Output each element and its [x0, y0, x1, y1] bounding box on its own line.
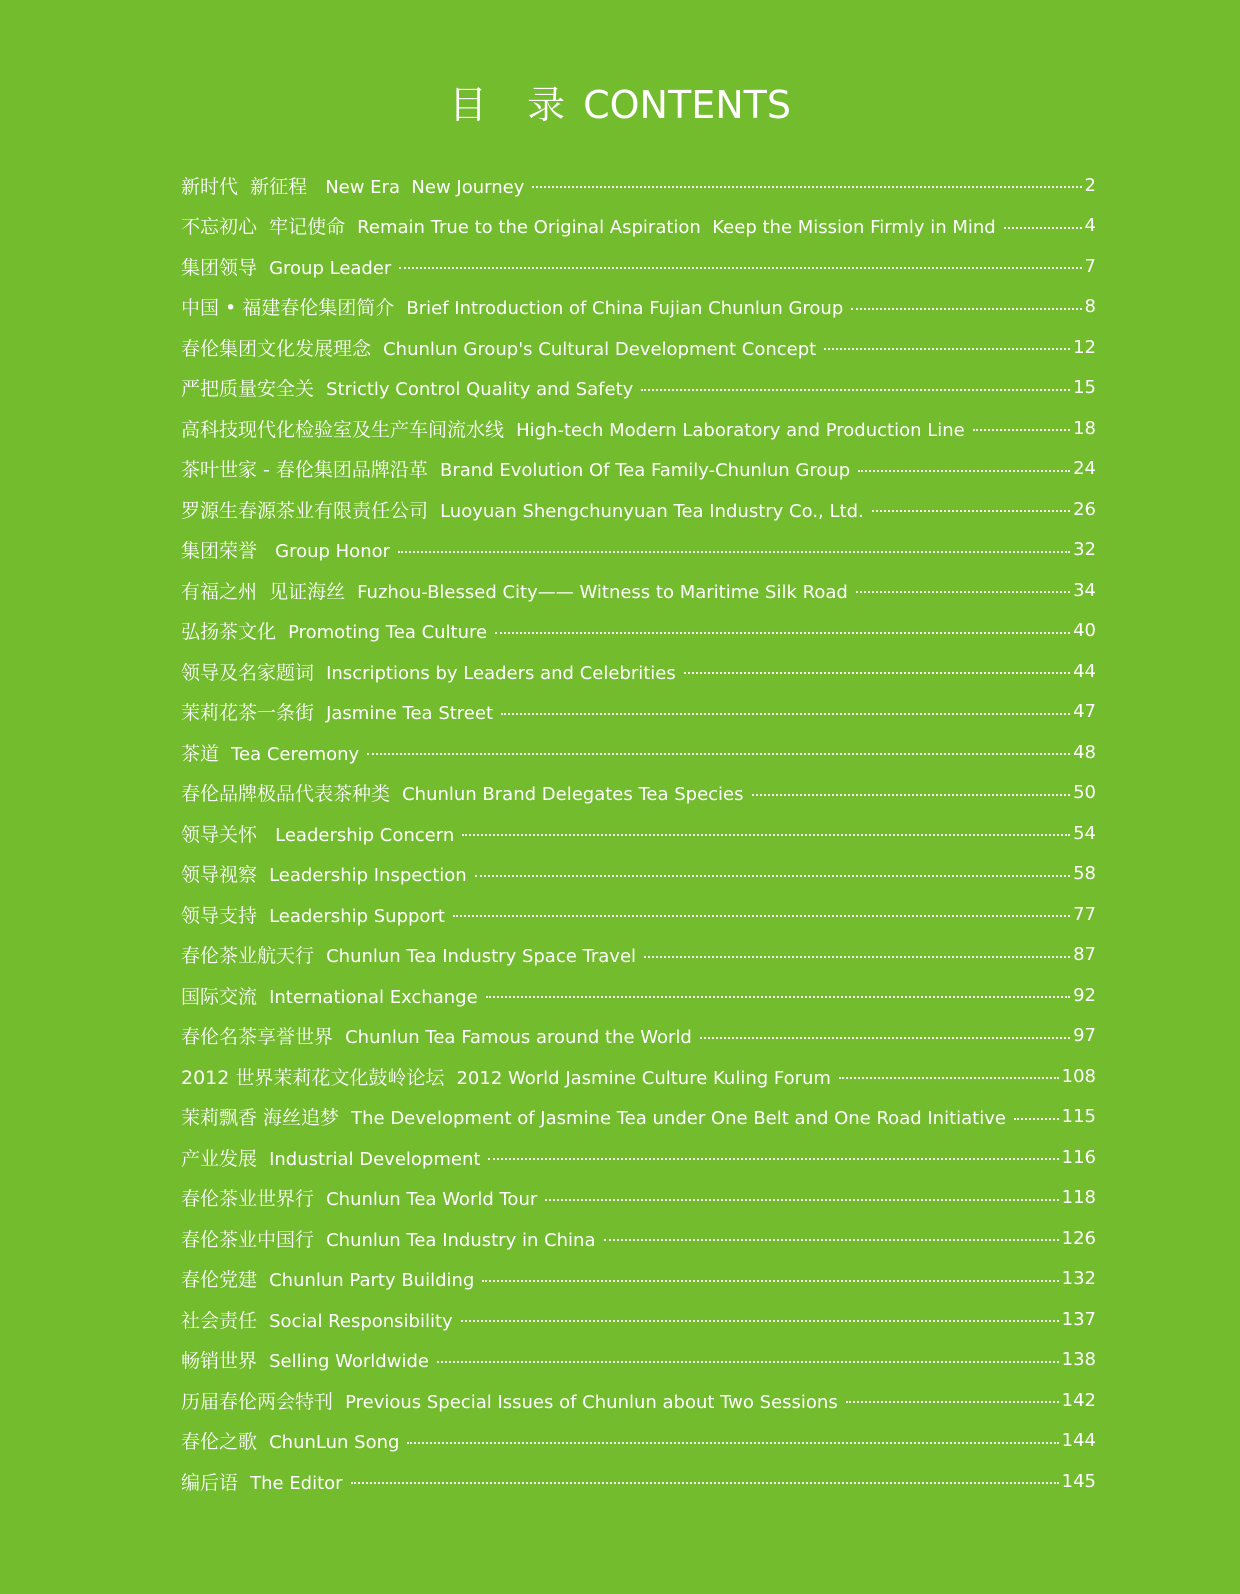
toc-entry[interactable]	[181, 854, 1096, 895]
toc-entry-title-en: International Exchange	[269, 986, 478, 1008]
toc-entry-title	[181, 779, 744, 806]
toc-entry-page-number: 137	[1061, 1308, 1096, 1330]
table-of-contents	[181, 165, 1096, 1502]
toc-entry-title-en: Previous Special Issues of Chunlun about Two Sessions	[345, 1391, 838, 1413]
dotted-leader	[461, 1320, 1059, 1322]
toc-entry-title-zh: 历届春伦两会特刊	[181, 1390, 346, 1413]
toc-entry-title	[181, 1427, 399, 1454]
dotted-leader	[351, 1482, 1059, 1484]
toc-entry-title-en: Industrial Development	[269, 1148, 481, 1170]
toc-entry-title-en: Selling Worldwide	[269, 1351, 429, 1373]
dotted-leader	[488, 1158, 1058, 1160]
toc-entry-title	[181, 860, 467, 887]
toc-entry-title-en: Promoting Tea Culture	[288, 622, 488, 644]
toc-entry-title-en: Fuzhou-Blessed City—— Witness to Maritime Silk Road	[357, 581, 848, 603]
dotted-leader	[700, 1037, 1070, 1039]
dotted-leader	[501, 713, 1070, 715]
toc-entry-title	[181, 1387, 838, 1414]
toc-entry-title-zh: 领导支持	[181, 904, 270, 927]
toc-entry[interactable]	[181, 651, 1096, 692]
dotted-leader	[851, 308, 1081, 310]
toc-entry-title-en: Social Responsibility	[269, 1310, 453, 1332]
toc-entry[interactable]	[181, 246, 1096, 287]
toc-entry[interactable]	[181, 1421, 1096, 1462]
dotted-leader	[495, 632, 1070, 634]
toc-entry-title-zh: 领导视察	[181, 864, 270, 887]
toc-entry-title-zh: 领导关怀	[181, 823, 276, 846]
dotted-leader	[846, 1401, 1059, 1403]
toc-entry[interactable]	[181, 732, 1096, 773]
toc-entry-title	[181, 698, 493, 725]
toc-entry-title	[181, 1265, 474, 1292]
toc-entry-page-number: 32	[1073, 539, 1096, 561]
toc-entry[interactable]	[181, 1218, 1096, 1259]
dotted-leader	[856, 591, 1070, 593]
toc-entry-title-zh: 高科技现代化检验室及生产车间流水线	[181, 418, 517, 441]
toc-entry-title-en: Leadership Concern	[275, 824, 455, 846]
toc-entry-title-en: Inscriptions by Leaders and Celebrities	[326, 662, 676, 684]
dotted-leader	[399, 267, 1081, 269]
toc-entry-title	[181, 820, 454, 847]
dotted-leader	[437, 1361, 1059, 1363]
toc-entry[interactable]	[181, 449, 1096, 490]
toc-entry-page-number: 118	[1061, 1187, 1096, 1209]
toc-entry-title	[181, 496, 864, 523]
toc-entry-title	[181, 455, 850, 482]
toc-entry-title-zh: 有福之州 见证海丝	[181, 580, 358, 603]
dotted-leader	[462, 834, 1070, 836]
toc-entry-title-zh: 产业发展	[181, 1147, 270, 1170]
toc-entry-title	[181, 1225, 596, 1252]
dotted-leader	[824, 348, 1070, 350]
toc-entry-title	[181, 212, 996, 239]
toc-entry-title-zh: 茉莉飘香 海丝追梦	[181, 1107, 352, 1130]
toc-entry-page-number: 2	[1084, 174, 1096, 196]
dotted-leader	[486, 996, 1070, 998]
toc-entry-page-number: 8	[1084, 296, 1096, 318]
dotted-leader	[872, 510, 1070, 512]
toc-entry-page-number: 87	[1073, 944, 1096, 966]
toc-entry-title-zh: 春伦茶业航天行	[181, 945, 327, 968]
toc-entry-title-zh: 春伦名茶享誉世界	[181, 1026, 346, 1049]
page-title	[0, 80, 1240, 130]
toc-entry-title-zh: 编后语	[181, 1471, 251, 1494]
toc-entry-title-zh: 中国 • 福建春伦集团简介	[181, 297, 407, 320]
toc-entry-title-en: Strictly Control Quality and Safety	[326, 379, 634, 401]
toc-entry-title-zh: 集团荣誉	[181, 540, 276, 563]
toc-entry-title	[181, 1022, 692, 1049]
toc-entry-page-number: 132	[1061, 1268, 1096, 1290]
toc-entry-page-number: 4	[1084, 215, 1096, 237]
toc-entry-page-number: 58	[1073, 863, 1096, 885]
toc-entry-title-en: New Era New Journey	[325, 176, 525, 198]
toc-entry-title-zh: 新时代 新征程	[181, 175, 326, 198]
dotted-leader	[1014, 1118, 1059, 1120]
toc-entry-title-zh: 罗源生春源茶业有限责任公司	[181, 499, 441, 522]
toc-entry-title-en: Tea Ceremony	[231, 743, 360, 765]
toc-entry-page-number: 12	[1073, 336, 1096, 358]
toc-entry-title	[181, 901, 445, 928]
toc-entry-page-number: 138	[1061, 1349, 1096, 1371]
toc-entry-title	[181, 1346, 429, 1373]
page-title-zh: 目 录	[449, 83, 580, 127]
toc-entry-title-en: Brief Introduction of China Fujian Chunlun Group	[406, 298, 844, 320]
dotted-leader	[453, 915, 1070, 917]
dotted-leader	[398, 551, 1070, 553]
toc-entry-title	[181, 1306, 453, 1333]
toc-entry-title-en: Leadership Inspection	[269, 865, 467, 887]
toc-entry-title	[181, 617, 487, 644]
toc-entry-title-zh: 严把质量安全关	[181, 378, 327, 401]
dotted-leader	[858, 470, 1070, 472]
toc-entry-page-number: 97	[1073, 1025, 1096, 1047]
toc-entry-title	[181, 536, 390, 563]
dotted-leader	[641, 389, 1070, 391]
toc-entry-title	[181, 374, 633, 401]
toc-entry[interactable]	[181, 1097, 1096, 1138]
toc-entry-title	[181, 253, 391, 280]
toc-entry-title	[181, 739, 359, 766]
dotted-leader	[684, 672, 1070, 674]
toc-entry[interactable]	[181, 530, 1096, 571]
toc-entry-page-number: 50	[1073, 782, 1096, 804]
toc-entry-title-en: Group Leader	[269, 257, 392, 279]
toc-entry-title-zh: 畅销世界	[181, 1350, 270, 1373]
dotted-leader	[532, 186, 1081, 188]
toc-entry-title-en: Chunlun Group's Cultural Development Concept	[383, 338, 817, 360]
toc-entry[interactable]	[181, 692, 1096, 733]
page-title-en: CONTENTS	[583, 83, 791, 127]
toc-entry[interactable]	[181, 1137, 1096, 1178]
toc-entry[interactable]	[181, 327, 1096, 368]
toc-entry-title-zh: 茉莉花茶一条街	[181, 702, 327, 725]
toc-entry-title-zh: 茶叶世家 - 春伦集团品牌沿革	[181, 459, 441, 482]
toc-entry-title-en: 2012 World Jasmine Culture Kuling Forum	[456, 1067, 831, 1089]
toc-entry-page-number: 15	[1073, 377, 1096, 399]
dotted-leader	[644, 956, 1070, 958]
toc-entry[interactable]	[181, 1016, 1096, 1057]
toc-entry[interactable]	[181, 1380, 1096, 1421]
toc-entry[interactable]	[181, 368, 1096, 409]
toc-entry-title-en: Chunlun Tea Industry in China	[326, 1229, 596, 1251]
toc-entry-page-number: 54	[1073, 822, 1096, 844]
toc-entry-page-number: 142	[1061, 1389, 1096, 1411]
toc-entry[interactable]	[181, 935, 1096, 976]
toc-entry-page-number: 145	[1061, 1470, 1096, 1492]
dotted-leader	[407, 1442, 1058, 1444]
toc-entry-title-en: Jasmine Tea Street	[326, 703, 494, 725]
toc-entry-title-zh: 弘扬茶文化	[181, 621, 289, 644]
toc-entry-title-zh: 集团领导	[181, 256, 270, 279]
toc-entry-title-en: Leadership Support	[269, 905, 445, 927]
toc-entry-title-zh: 茶道	[181, 742, 232, 765]
toc-entry-title-zh: 国际交流	[181, 985, 270, 1008]
dotted-leader	[367, 753, 1070, 755]
toc-entry[interactable]	[181, 206, 1096, 247]
toc-entry[interactable]	[181, 1340, 1096, 1381]
toc-entry-page-number: 116	[1061, 1146, 1096, 1168]
toc-entry-title-en: High-tech Modern Laboratory and Production Line	[516, 419, 965, 441]
toc-entry-title-en: Chunlun Party Building	[269, 1270, 475, 1292]
toc-entry-page-number: 92	[1073, 984, 1096, 1006]
toc-entry-title-zh: 春伦党建	[181, 1269, 270, 1292]
toc-entry-page-number: 34	[1073, 579, 1096, 601]
toc-entry-title-en: Chunlun Tea Industry Space Travel	[326, 946, 637, 968]
toc-entry-title	[181, 293, 843, 320]
toc-entry-title-en: Chunlun Tea World Tour	[326, 1189, 538, 1211]
toc-entry[interactable]	[181, 1299, 1096, 1340]
toc-entry-page-number: 108	[1061, 1065, 1096, 1087]
toc-entry-title-zh: 领导及名家题词	[181, 661, 327, 684]
toc-entry-page-number: 47	[1073, 701, 1096, 723]
toc-entry-title-en: Luoyuan Shengchunyuan Tea Industry Co., Ltd.	[440, 500, 864, 522]
toc-entry-page-number: 7	[1084, 255, 1096, 277]
toc-entry-page-number: 18	[1073, 417, 1096, 439]
toc-entry-title-en: The Development of Jasmine Tea under One Belt and One Road Initiative	[351, 1108, 1006, 1130]
toc-entry-title	[181, 1103, 1006, 1130]
toc-entry-page-number: 26	[1073, 498, 1096, 520]
toc-entry-page-number: 24	[1073, 458, 1096, 480]
toc-entry-title	[181, 658, 676, 685]
toc-entry[interactable]	[181, 408, 1096, 449]
toc-entry-title	[181, 1144, 480, 1171]
toc-entry-page-number: 144	[1061, 1430, 1096, 1452]
toc-entry-title-zh: 春伦集团文化发展理念	[181, 337, 384, 360]
toc-entry-page-number: 44	[1073, 660, 1096, 682]
toc-entry[interactable]	[181, 894, 1096, 935]
toc-entry-title	[181, 982, 478, 1009]
toc-entry[interactable]	[181, 1056, 1096, 1097]
dotted-leader	[752, 794, 1071, 796]
toc-entry-title-zh: 2012 世界茉莉花文化鼓岭论坛	[181, 1066, 457, 1089]
toc-entry[interactable]	[181, 611, 1096, 652]
toc-entry-title-en: Chunlun Tea Famous around the World	[345, 1027, 692, 1049]
toc-entry[interactable]	[181, 1461, 1096, 1502]
toc-entry-title-zh: 春伦茶业中国行	[181, 1228, 327, 1251]
toc-entry-title	[181, 334, 816, 361]
toc-entry-page-number: 40	[1073, 620, 1096, 642]
toc-entry-title-zh: 春伦之歌	[181, 1431, 270, 1454]
dotted-leader	[482, 1280, 1058, 1282]
toc-entry-title-zh: 社会责任	[181, 1309, 270, 1332]
toc-entry-title	[181, 1063, 831, 1090]
toc-entry-title-zh: 春伦茶业世界行	[181, 1188, 327, 1211]
toc-entry-title-en: Group Honor	[275, 541, 391, 563]
toc-entry-page-number: 115	[1061, 1106, 1096, 1128]
toc-entry-title	[181, 1184, 537, 1211]
toc-entry[interactable]	[181, 975, 1096, 1016]
toc-entry[interactable]	[181, 1178, 1096, 1219]
dotted-leader	[604, 1239, 1059, 1241]
toc-entry[interactable]	[181, 1259, 1096, 1300]
toc-entry-page-number: 77	[1073, 903, 1096, 925]
toc-entry-title-en: Remain True to the Original Aspiration Keep the Mission Firmly in Mind	[357, 217, 996, 239]
toc-entry[interactable]	[181, 813, 1096, 854]
toc-entry[interactable]	[181, 489, 1096, 530]
dotted-leader	[1004, 227, 1082, 229]
toc-entry-title	[181, 577, 848, 604]
dotted-leader	[545, 1199, 1058, 1201]
toc-entry-title-en: The Editor	[250, 1472, 343, 1494]
toc-entry-title-en: Brand Evolution Of Tea Family-Chunlun Group	[440, 460, 851, 482]
toc-entry-title-zh: 春伦品牌极品代表茶种类	[181, 783, 403, 806]
toc-entry-title-en: ChunLun Song	[269, 1432, 400, 1454]
toc-entry[interactable]	[181, 287, 1096, 328]
dotted-leader	[973, 429, 1070, 431]
toc-entry-title	[181, 172, 524, 199]
toc-entry-page-number: 126	[1061, 1227, 1096, 1249]
toc-entry[interactable]	[181, 773, 1096, 814]
toc-entry-title	[181, 941, 636, 968]
dotted-leader	[475, 875, 1070, 877]
toc-entry-title	[181, 415, 965, 442]
dotted-leader	[839, 1077, 1059, 1079]
toc-entry-title	[181, 1468, 343, 1495]
toc-entry[interactable]	[181, 165, 1096, 206]
toc-entry-title-zh: 不忘初心 牢记使命	[181, 216, 358, 239]
toc-entry[interactable]	[181, 570, 1096, 611]
toc-entry-page-number: 48	[1073, 741, 1096, 763]
toc-entry-title-en: Chunlun Brand Delegates Tea Species	[402, 784, 744, 806]
